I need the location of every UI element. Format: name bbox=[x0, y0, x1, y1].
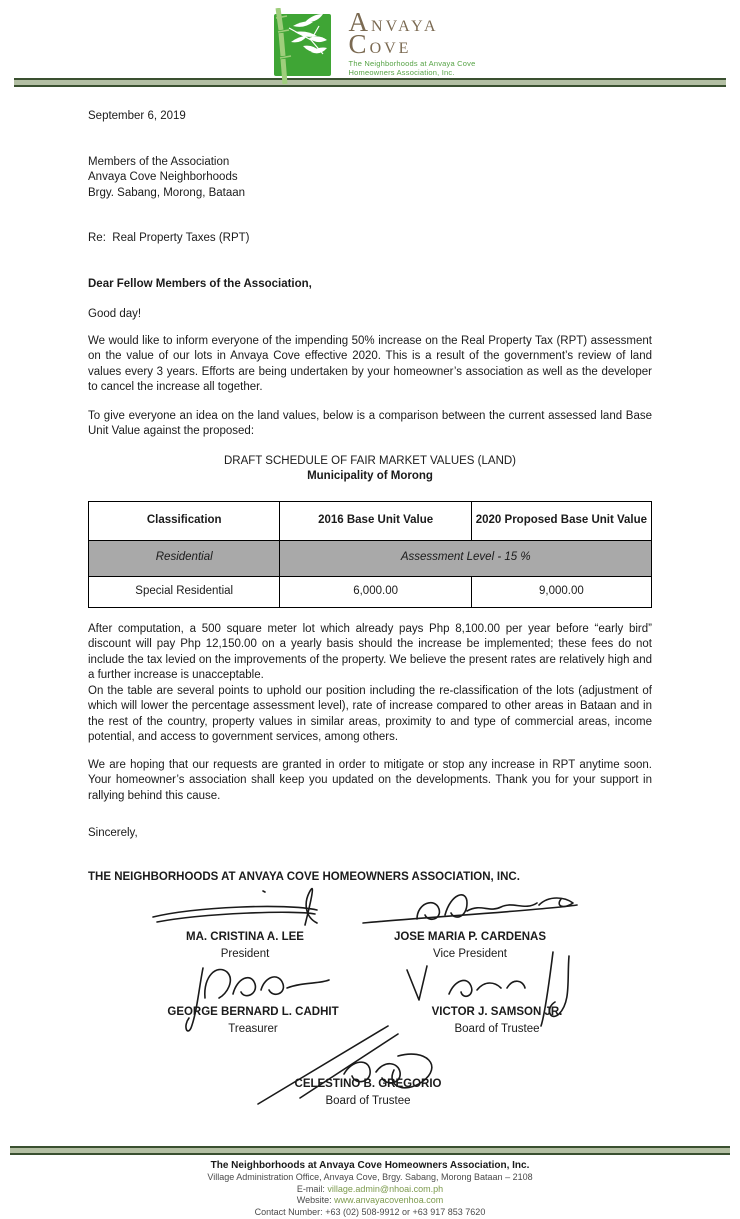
signatory-vice-president bbox=[355, 885, 585, 963]
signatory-name: VICTOR J. SAMSON JR. bbox=[431, 1006, 563, 1018]
paragraph-4: On the table are several points to uphold our position including the re-classification of the lots (adjustment of which will lower the percentage assessment level), rate of increase compared to other areas in Bataan and in the rest of the country, property values in similar areas, proximity to and type of commercial areas, income potential, and access to government services, among others. bbox=[88, 684, 652, 743]
paragraph-3: After computation, a 500 square meter lot which already pays Php 8,100.00 per year before “early bird” discount will pay Php 12,150.00 on a yearly basis should the increase be implemented; these fees do not include the tax levied on the improvements of the property. We believe the present rates are relatively high and a further increase is unacceptable. bbox=[88, 622, 652, 681]
recipient-line: Members of the Association bbox=[88, 155, 230, 168]
brand-name-line2: Cove bbox=[348, 29, 412, 59]
recipient-line: Anvaya Cove Neighborhoods bbox=[88, 171, 238, 183]
footer-email-line bbox=[0, 1184, 740, 1196]
cell-2020-value: 9,000.00 bbox=[471, 576, 651, 607]
signatory-title: President bbox=[220, 948, 270, 960]
footer-divider-band bbox=[10, 1146, 730, 1155]
paragraph-5: We are hoping that our requests are granted in order to mitigate or stop any increase in RPT anytime soon. Your homeowner’s association shall keep you updated on the developments. Thank you for your support in rallying behind this cause. bbox=[88, 758, 652, 802]
table-row bbox=[89, 576, 652, 607]
brand-name-line1: Anvaya bbox=[348, 7, 439, 37]
greeting: Good day! bbox=[88, 308, 142, 320]
signatory-treasurer bbox=[133, 960, 373, 1038]
signature-area bbox=[88, 885, 652, 1117]
col-header-classification: Classification bbox=[89, 501, 280, 540]
paragraph-1: We would like to inform everyone of the impending 50% increase on the Real Property Tax (RPT) assessment on the value of our lots in Anvaya Cove effective 2020. This is a result of the government’s review of land values every 3 years. Efforts are being undertaken by your homeowner’s association as well as the developer to cancel the increase all together. bbox=[88, 334, 652, 393]
header-divider-band bbox=[14, 78, 726, 87]
signatory-title: Treasurer bbox=[228, 1023, 278, 1035]
assessment-level-value: Assessment Level - 15 % bbox=[280, 540, 652, 576]
footer-website-link[interactable]: www.anvayacovenhoa.com bbox=[334, 1195, 444, 1205]
signatory-title: Board of Trustee bbox=[325, 1095, 411, 1107]
signature-samson-icon bbox=[387, 960, 607, 1004]
footer-website-label: Website: bbox=[296, 1195, 335, 1205]
footer-org-name: The Neighborhoods at Anvaya Cove Homeowners Association, Inc. bbox=[210, 1160, 530, 1171]
signatory-trustee-gregorio bbox=[248, 1032, 488, 1110]
footer-website-line bbox=[0, 1195, 740, 1207]
col-header-2016-value: 2016 Base Unit Value bbox=[280, 501, 471, 540]
letter-body bbox=[88, 109, 652, 1117]
association-name: THE NEIGHBORHOODS AT ANVAYA COVE HOMEOWNERS ASSOCIATION, INC. bbox=[88, 870, 520, 883]
table-header-row bbox=[89, 501, 652, 540]
closing: Sincerely, bbox=[88, 827, 138, 839]
letterhead bbox=[0, 0, 740, 76]
signature-cardenas-icon bbox=[355, 885, 585, 929]
signature-cadhit-icon bbox=[133, 960, 373, 1004]
fair-market-values-table bbox=[88, 501, 652, 608]
recipient-line: Brgy. Sabang, Morong, Bataan bbox=[88, 186, 246, 199]
letter-date: September 6, 2019 bbox=[88, 110, 186, 122]
salutation: Dear Fellow Members of the Association, bbox=[88, 277, 312, 290]
brand-tagline: The Neighborhoods at Anvaya Cove Homeowners Association, Inc. bbox=[348, 59, 476, 77]
classification-residential: Residential bbox=[89, 540, 280, 576]
signatory-name: JOSE MARIA P. CARDENAS bbox=[393, 931, 547, 943]
paragraph-2: To give everyone an idea on the land values, below is a comparison between the current assessed land Base Unit Value against the proposed: bbox=[88, 409, 652, 437]
footer-address: Village Administration Office, Anvaya Cove, Brgy. Sabang, Morong Bataan – 2108 bbox=[207, 1172, 533, 1182]
footer-email-label: E-mail: bbox=[296, 1183, 328, 1194]
signatory-trustee-samson bbox=[387, 960, 607, 1038]
table-title: DRAFT SCHEDULE OF FAIR MARKET VALUES (LAND) bbox=[223, 454, 517, 467]
signatory-name: GEORGE BERNARD L. CADHIT bbox=[167, 1006, 339, 1018]
table-subtitle: Municipality of Morong bbox=[307, 470, 433, 482]
assessment-level-row bbox=[89, 540, 652, 576]
page-footer bbox=[0, 1146, 740, 1218]
signatory-name: MA. CRISTINA A. LEE bbox=[186, 931, 304, 943]
signature-gregorio-icon bbox=[248, 1032, 488, 1076]
subject-line: Re: Real Property Taxes (RPT) bbox=[88, 232, 250, 244]
recipient-block bbox=[88, 155, 652, 202]
signatory-name: CELESTINO B. GREGORIO bbox=[294, 1078, 442, 1090]
signatory-title: Board of Trustee bbox=[454, 1023, 540, 1035]
brand-text bbox=[349, 8, 476, 77]
footer-text bbox=[0, 1159, 740, 1218]
anvaya-cove-logo bbox=[265, 8, 337, 80]
col-header-2020-value: 2020 Proposed Base Unit Value bbox=[471, 501, 651, 540]
bamboo-logo-icon bbox=[265, 8, 337, 84]
footer-contact-number: +63 (02) 508-9912 or +63 917 853 7620 bbox=[325, 1206, 486, 1217]
signatory-title: Vice President bbox=[433, 948, 507, 960]
signatory-president bbox=[145, 885, 345, 963]
cell-2016-value: 6,000.00 bbox=[280, 576, 471, 607]
cell-classification: Special Residential bbox=[89, 576, 280, 607]
footer-contact-label: Contact Number: bbox=[254, 1206, 326, 1217]
footer-contact-line bbox=[0, 1207, 740, 1219]
footer-email-link[interactable]: village.admin@nhoai.com.ph bbox=[327, 1183, 444, 1194]
signature-lee-icon bbox=[145, 885, 345, 929]
